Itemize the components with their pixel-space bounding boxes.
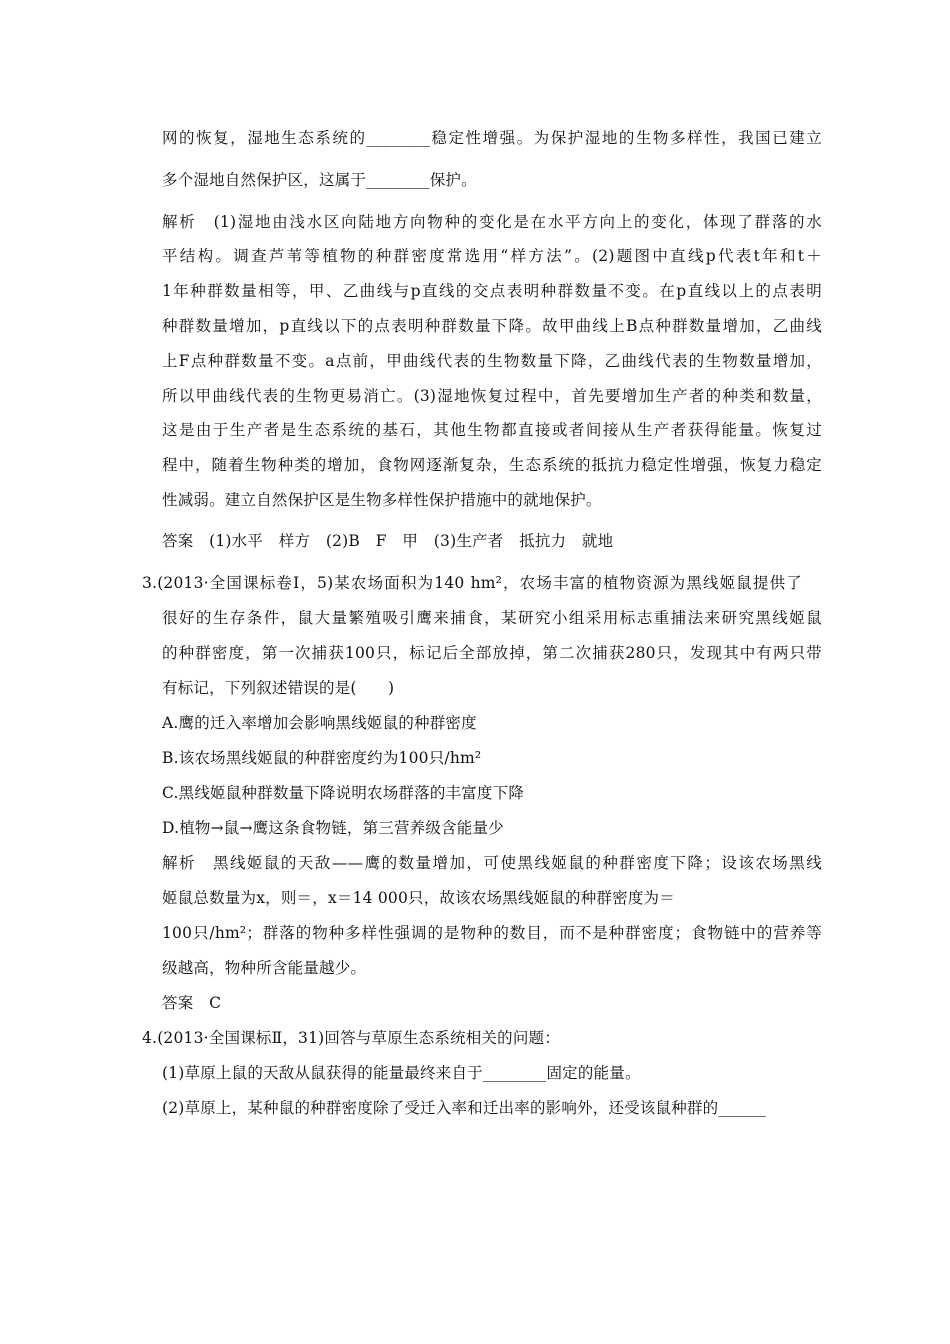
- text-line: 网的恢复，湿地生态系统的________稳定性增强。为保护湿地的生物多样性，我国已建立: [162, 129, 822, 147]
- analysis-line: 解析 黑线姬鼠的天敌——鹰的数量增加，可使黑线姬鼠的种群密度下降；设该农场黑线: [162, 854, 822, 872]
- option-d: D.植物→鼠→鹰这条食物链，第三营养级含能量少: [162, 819, 504, 837]
- question-4-part-1: (1)草原上鼠的天敌从鼠获得的能量最终来自于________固定的能量。: [162, 1064, 641, 1082]
- text-line: 程中，随着生物种类的增加，食物网逐渐复杂，生态系统的抵抗力稳定性增强，恢复力稳定: [162, 456, 822, 474]
- question-4-part-2: (2)草原上，某种鼠的种群密度除了受迁入率和迁出率的影响外，还受该鼠种群的______: [162, 1099, 767, 1117]
- text-line: 上F点种群数量不变。a点前，甲曲线代表的生物数量下降，乙曲线代表的生物数量增加，: [162, 352, 822, 370]
- text-line: 很好的生存条件，鼠大量繁殖吸引鹰来捕食，某研究小组采用标志重捕法来研究黑线姬鼠: [162, 609, 822, 627]
- text-line: 100只/hm²；群落的物种多样性强调的是物种的数目，而不是种群密度；食物链中的营养等: [162, 924, 822, 942]
- text-line: 的种群密度，第一次捕获100只，标记后全部放掉，第二次捕获280只，发现其中有两只带: [162, 644, 822, 662]
- option-b: B.该农场黑线姬鼠的种群密度约为100只/hm²: [162, 749, 482, 767]
- answer-line: 答案 C: [162, 994, 222, 1012]
- answer-line: 答案 (1)水平 样方 (2)B F 甲 (3)生产者 抵抗力 就地: [162, 532, 614, 550]
- question-4-stem: 4.(2013·全国课标Ⅱ，31)回答与草原生态系统相关的问题：: [142, 1029, 560, 1047]
- text-line: 姬鼠总数量为x，则＝，x＝14 000只，故该农场黑线姬鼠的种群密度为＝: [162, 889, 675, 907]
- analysis-line: 解析 (1)湿地由浅水区向陆地方向物种的变化是在水平方向上的变化，体现了群落的水: [162, 213, 822, 231]
- text-line: 1年种群数量相等，甲、乙曲线与p直线的交点表明种群数量不变。在p直线以上的点表明: [162, 282, 822, 300]
- text-line: 有标记，下列叙述错误的是( ): [162, 679, 395, 697]
- text-line: 种群数量增加，p直线以下的点表明种群数量下降。故甲曲线上B点种群数量增加，乙曲线: [162, 317, 822, 335]
- text-line: 所以甲曲线代表的生物更易消亡。(3)湿地恢复过程中，首先要增加生产者的种类和数量，: [162, 387, 822, 405]
- text-line: 平结构。调查芦苇等植物的种群密度常选用“样方法”。(2)题图中直线p代表t年和t＋: [162, 247, 822, 265]
- question-3-stem: 3.(2013·全国课标卷Ⅰ，5)某农场面积为140 hm²，农场丰富的植物资源为黑线姬鼠提供了: [142, 574, 802, 592]
- option-a: A.鹰的迁入率增加会影响黑线姬鼠的种群密度: [162, 714, 477, 732]
- option-c: C.黑线姬鼠种群数量下降说明农场群落的丰富度下降: [162, 784, 525, 802]
- text-line: 这是由于生产者是生态系统的基石，其他生物都直接或者间接从生产者获得能量。恢复过: [162, 421, 822, 439]
- text-line: 级越高，物种所含能量越少。: [162, 959, 367, 977]
- text-line: 多个湿地自然保护区，这属于________保护。: [162, 171, 477, 189]
- text-line: 性减弱。建立自然保护区是生物多样性保护措施中的就地保护。: [162, 491, 602, 509]
